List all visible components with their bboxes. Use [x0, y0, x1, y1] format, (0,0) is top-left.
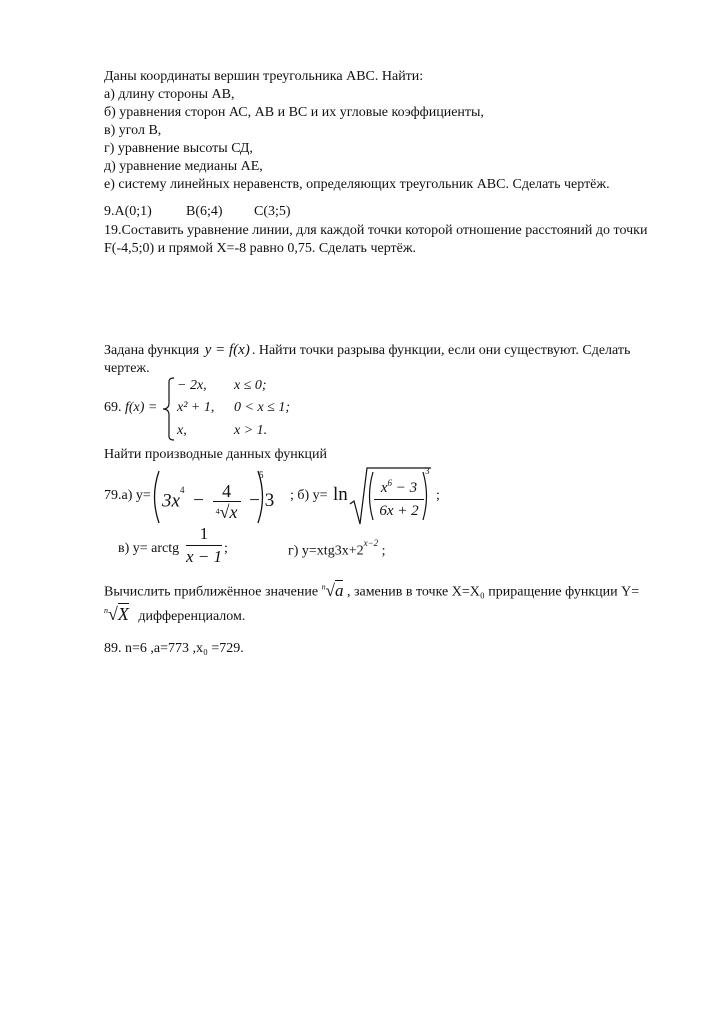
- point-b: В(6;4): [186, 204, 223, 219]
- task4-g-exponent: x−2: [363, 538, 379, 548]
- task4-g: [288, 538, 386, 560]
- task5-line1-pre: Вычислить приближённое значение: [104, 584, 319, 600]
- task5-params: 89. n=6 ,a=773 ,x₀ =729.: [104, 641, 244, 656]
- task4-b-semicolon: ;: [436, 488, 440, 503]
- task5-line1: [104, 578, 639, 601]
- case-expr-3: x,: [177, 423, 187, 438]
- piecewise-fx: f(x) =: [125, 400, 158, 415]
- point-a: А(0;1): [114, 204, 152, 219]
- task3-intro: [104, 342, 630, 359]
- task4-a-label: 79.а) y=: [104, 488, 151, 503]
- task3-intro-pre: Задана функция: [104, 343, 200, 358]
- task1-item-g: г) уравнение высоты СД,: [104, 141, 253, 156]
- task1-item-a: а) длину стороны АВ,: [104, 87, 235, 102]
- case-expr-2: x² + 1,: [177, 400, 215, 415]
- task1-item-v: в) угол В,: [104, 123, 162, 138]
- task5-line2: [104, 602, 245, 625]
- task4-g-after: ;: [381, 543, 386, 559]
- root-a: $^n$√a: [321, 580, 344, 600]
- task1-item-b: б) уравнения сторон АС, АВ и ВС и их угловые коэффициенты,: [104, 105, 484, 120]
- task4-b-fraction: $x^6 - 3$ 6x + 2: [374, 472, 424, 522]
- root-x: $^n$√X: [104, 604, 129, 624]
- point-c: С(3;5): [254, 204, 291, 219]
- task4-b-exponent: 3: [425, 466, 430, 476]
- case-cond-3: x > 1.: [234, 423, 268, 438]
- task4-a-expr: $3x^4$ − $\frac{4}{^4√x}$ − 3: [162, 480, 275, 522]
- task5-line2-post: дифференциалом.: [138, 609, 246, 624]
- task4-v-fraction: 1 x − 1: [186, 524, 223, 566]
- task4-v-label: в) y= arctg: [118, 541, 180, 556]
- task1-item-e: е) систему линейных неравенств, определяющих треугольник АВС. Сделать чертёж.: [104, 177, 610, 192]
- case-cond-1: x ≤ 0;: [234, 378, 267, 393]
- task1-intro: Даны координаты вершин треугольника АВС. Найти:: [104, 69, 424, 84]
- case-cond-2: 0 < x ≤ 1;: [234, 400, 291, 415]
- piecewise-brace-icon: [162, 377, 176, 441]
- task5-line1-post: , заменив в точке X=X₀ приращение функции Y=: [346, 584, 640, 600]
- task2-line2: F(-4,5;0) и прямой X=-8 равно 0,75. Сделать чертёж.: [104, 241, 417, 256]
- task4-g-label: г) y=xtg3x+2: [288, 543, 364, 559]
- function-notation: y = f(x): [204, 342, 250, 358]
- task1-number: 9.: [104, 204, 115, 219]
- task1-points: [104, 204, 152, 220]
- task3-intro-post: . Найти точки разрыва функции, если они существуют. Сделать: [251, 343, 631, 358]
- ln-operator: ln: [333, 484, 348, 505]
- task4-a-exponent: 5: [259, 470, 264, 480]
- task3-line2: чертеж.: [104, 361, 150, 376]
- task4-b-label: ; б) y=: [290, 488, 328, 503]
- task3-number: 69.: [104, 400, 122, 415]
- left-paren-icon: [149, 470, 161, 524]
- task4-v-after: ;: [224, 541, 228, 556]
- task1-item-d: д) уравнение медианы АЕ,: [104, 159, 263, 174]
- task2-line1: 19.Составить уравнение линии, для каждой точки которой отношение расстояний до точки: [104, 223, 648, 238]
- case-expr-1: − 2x,: [177, 378, 207, 393]
- task4-title: Найти производные данных функций: [104, 447, 328, 462]
